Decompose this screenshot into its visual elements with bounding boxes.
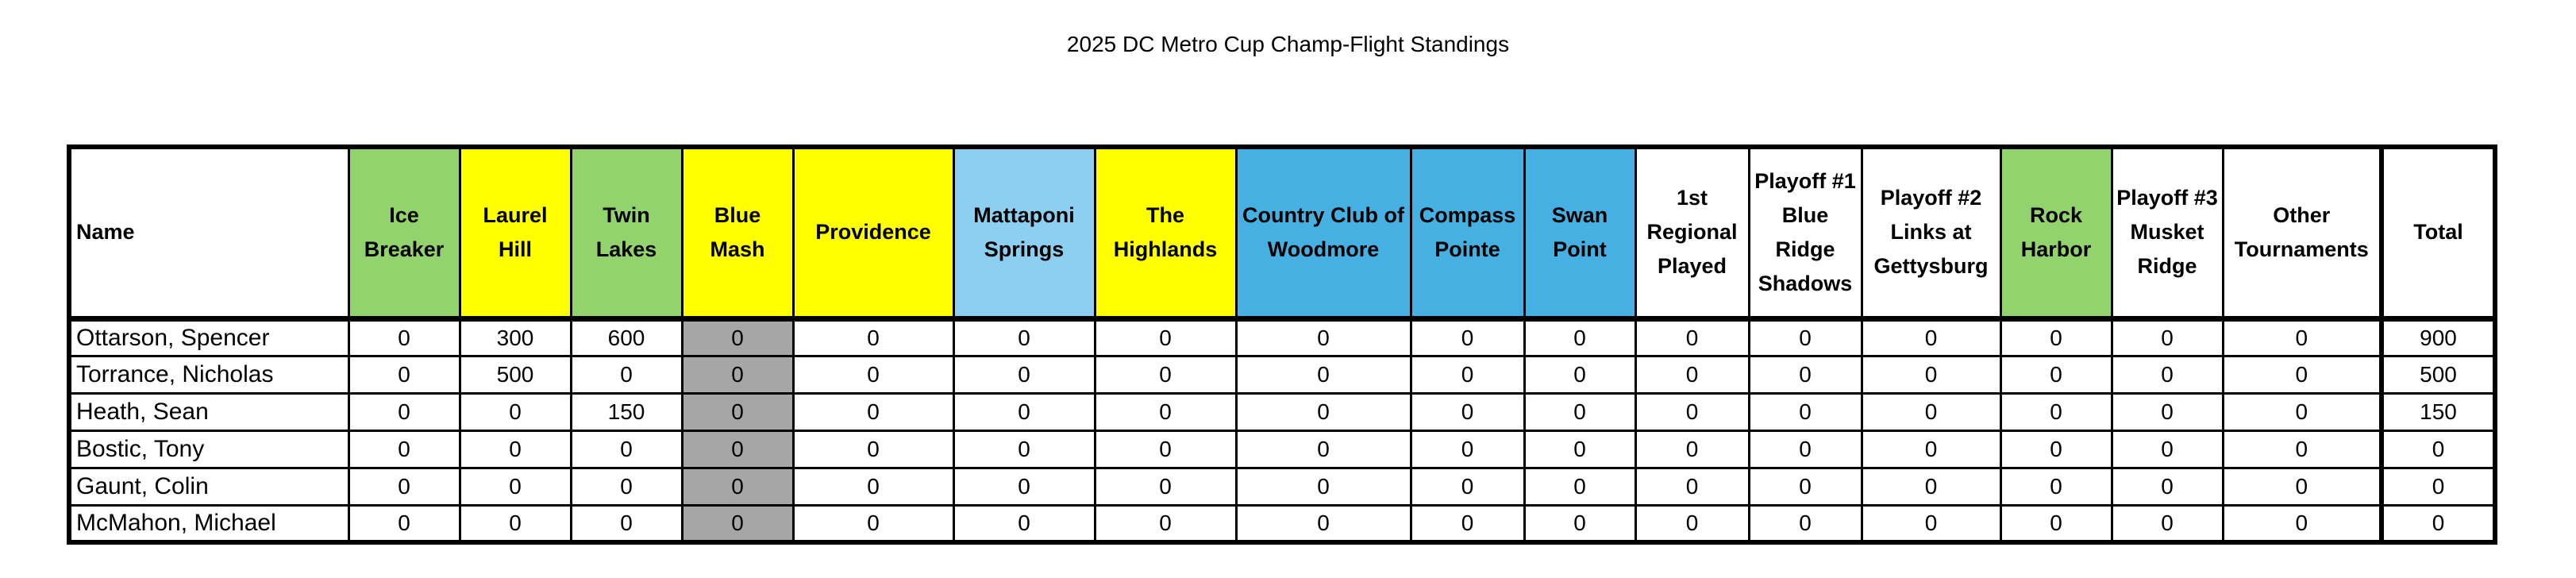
column-header-line: Providence bbox=[815, 220, 931, 245]
header-row bbox=[69, 147, 2495, 318]
score-cell: 0 bbox=[2000, 393, 2112, 430]
player-name-cell: Bostic, Tony bbox=[69, 430, 348, 468]
score-cell: 0 bbox=[1095, 356, 1236, 393]
column-header-line: Played bbox=[1657, 254, 1727, 279]
score-cell: 300 bbox=[460, 318, 571, 356]
score-cell: 0 bbox=[460, 393, 571, 430]
column-header-line: Gettysburg bbox=[1873, 254, 1989, 279]
score-cell: 0 bbox=[1635, 393, 1749, 430]
score-cell: 0 bbox=[460, 505, 571, 542]
column-header-line: Other bbox=[2273, 202, 2331, 227]
score-cell: 0 bbox=[571, 505, 682, 542]
table-row bbox=[69, 468, 2495, 505]
score-cell: 0 bbox=[793, 468, 953, 505]
score-cell: 0 bbox=[682, 393, 793, 430]
score-cell: 0 bbox=[682, 468, 793, 505]
column-header-line: Ice bbox=[389, 202, 419, 227]
score-cell: 0 bbox=[2000, 356, 2112, 393]
score-cell: 0 bbox=[1862, 505, 2000, 542]
score-cell: 0 bbox=[2000, 430, 2112, 468]
total-cell: 0 bbox=[2382, 505, 2495, 542]
column-header-line: Point bbox=[1553, 237, 1607, 261]
score-cell: 0 bbox=[793, 393, 953, 430]
score-cell: 0 bbox=[571, 468, 682, 505]
score-cell: 0 bbox=[348, 505, 460, 542]
total-cell: 150 bbox=[2382, 393, 2495, 430]
score-cell: 0 bbox=[1862, 430, 2000, 468]
table-row bbox=[69, 505, 2495, 542]
score-cell: 0 bbox=[1862, 468, 2000, 505]
standings-table bbox=[67, 144, 2497, 545]
score-cell: 0 bbox=[1095, 468, 1236, 505]
column-header-event bbox=[1635, 147, 1749, 318]
score-cell: 0 bbox=[2112, 356, 2223, 393]
score-cell: 0 bbox=[460, 430, 571, 468]
column-header-event bbox=[2112, 147, 2223, 318]
score-cell: 0 bbox=[953, 505, 1095, 542]
score-cell: 0 bbox=[1411, 468, 1524, 505]
player-name-cell: Torrance, Nicholas bbox=[69, 356, 348, 393]
score-cell: 0 bbox=[2112, 505, 2223, 542]
score-cell: 0 bbox=[1411, 505, 1524, 542]
column-header-line: Compass bbox=[1419, 202, 1516, 227]
table-row bbox=[69, 430, 2495, 468]
column-header-line: Blue Mash bbox=[710, 202, 765, 261]
column-header-event bbox=[953, 147, 1095, 318]
score-cell: 0 bbox=[1635, 468, 1749, 505]
score-cell: 0 bbox=[1749, 505, 1862, 542]
score-cell: 0 bbox=[1524, 468, 1635, 505]
score-cell: 0 bbox=[1524, 505, 1635, 542]
score-cell: 0 bbox=[793, 356, 953, 393]
score-cell: 0 bbox=[571, 356, 682, 393]
column-header-event bbox=[571, 147, 682, 318]
score-cell: 0 bbox=[1635, 505, 1749, 542]
score-cell: 0 bbox=[2223, 318, 2382, 356]
player-name-cell: Ottarson, Spencer bbox=[69, 318, 348, 356]
score-cell: 0 bbox=[2000, 505, 2112, 542]
column-header-event bbox=[2000, 147, 2112, 318]
score-cell: 0 bbox=[571, 430, 682, 468]
score-cell: 0 bbox=[1524, 318, 1635, 356]
score-cell: 600 bbox=[571, 318, 682, 356]
score-cell: 0 bbox=[2223, 468, 2382, 505]
score-cell: 0 bbox=[1862, 356, 2000, 393]
score-cell: 0 bbox=[2223, 430, 2382, 468]
score-cell: 0 bbox=[348, 430, 460, 468]
column-header-event bbox=[793, 147, 953, 318]
column-header-line: Woodmore bbox=[1267, 237, 1380, 261]
column-header-event bbox=[2223, 147, 2382, 318]
table-row bbox=[69, 393, 2495, 430]
score-cell: 0 bbox=[1095, 318, 1236, 356]
column-header-line: Swan bbox=[1551, 202, 1608, 227]
score-cell: 0 bbox=[1749, 393, 1862, 430]
score-cell: 0 bbox=[1635, 430, 1749, 468]
column-header-event bbox=[1524, 147, 1635, 318]
score-cell: 0 bbox=[2112, 318, 2223, 356]
total-cell: 500 bbox=[2382, 356, 2495, 393]
column-header-line: Shadows bbox=[1758, 271, 1853, 295]
column-header-name: Name bbox=[69, 147, 348, 318]
score-cell: 0 bbox=[1236, 468, 1411, 505]
total-cell: 0 bbox=[2382, 468, 2495, 505]
score-cell: 0 bbox=[460, 468, 571, 505]
player-name-cell: Gaunt, Colin bbox=[69, 468, 348, 505]
score-cell: 0 bbox=[1862, 393, 2000, 430]
column-header-line: Ridge bbox=[2137, 254, 2197, 279]
score-cell: 0 bbox=[348, 393, 460, 430]
score-cell: 0 bbox=[1749, 356, 1862, 393]
score-cell: 0 bbox=[348, 356, 460, 393]
score-cell: 0 bbox=[2223, 356, 2382, 393]
column-header-line: Lakes bbox=[595, 237, 657, 261]
column-header-line: Regional bbox=[1646, 220, 1738, 245]
score-cell: 0 bbox=[1749, 468, 1862, 505]
column-header-line: Playoff #1 bbox=[1754, 168, 1856, 193]
score-cell: 0 bbox=[2223, 505, 2382, 542]
column-header-line: Playoff #3 bbox=[2116, 186, 2218, 210]
score-cell: 0 bbox=[1524, 430, 1635, 468]
score-cell: 0 bbox=[953, 393, 1095, 430]
score-cell: 0 bbox=[1524, 393, 1635, 430]
column-header-event bbox=[460, 147, 571, 318]
column-header-line: Tournaments bbox=[2234, 237, 2369, 261]
score-cell: 0 bbox=[1862, 318, 2000, 356]
column-header-line: Highlands bbox=[1113, 237, 1218, 261]
column-header-line: Springs bbox=[984, 237, 1065, 261]
score-cell: 0 bbox=[1095, 430, 1236, 468]
score-cell: 0 bbox=[793, 318, 953, 356]
table-row bbox=[69, 318, 2495, 356]
score-cell: 0 bbox=[1095, 393, 1236, 430]
column-header-line: Twin bbox=[603, 202, 650, 227]
player-name-cell: McMahon, Michael bbox=[69, 505, 348, 542]
score-cell: 0 bbox=[2223, 393, 2382, 430]
score-cell: 0 bbox=[1411, 318, 1524, 356]
score-cell: 0 bbox=[1635, 356, 1749, 393]
total-cell: 0 bbox=[2382, 430, 2495, 468]
score-cell: 0 bbox=[1749, 430, 1862, 468]
score-cell: 0 bbox=[1236, 393, 1411, 430]
score-cell: 0 bbox=[1095, 505, 1236, 542]
column-header-line: The bbox=[1146, 202, 1184, 227]
score-cell: 0 bbox=[348, 318, 460, 356]
column-header-event bbox=[1862, 147, 2000, 318]
column-header-event bbox=[1236, 147, 1411, 318]
score-cell: 0 bbox=[1411, 356, 1524, 393]
player-name-cell: Heath, Sean bbox=[69, 393, 348, 430]
score-cell: 0 bbox=[953, 356, 1095, 393]
score-cell: 150 bbox=[571, 393, 682, 430]
score-cell: 0 bbox=[2000, 318, 2112, 356]
score-cell: 0 bbox=[1236, 430, 1411, 468]
column-header-line: Pointe bbox=[1434, 237, 1500, 261]
score-cell: 0 bbox=[2112, 468, 2223, 505]
score-cell: 0 bbox=[2112, 430, 2223, 468]
column-header-total: Total bbox=[2382, 147, 2495, 318]
column-header-line: Rock bbox=[2029, 202, 2083, 227]
column-header-event bbox=[682, 147, 793, 318]
column-header-line: Laurel Hill bbox=[483, 202, 548, 261]
table-row bbox=[69, 356, 2495, 393]
score-cell: 0 bbox=[1524, 356, 1635, 393]
column-header-event bbox=[1749, 147, 1862, 318]
total-cell: 900 bbox=[2382, 318, 2495, 356]
score-cell: 0 bbox=[682, 505, 793, 542]
table-body bbox=[69, 318, 2495, 542]
score-cell: 0 bbox=[1635, 318, 1749, 356]
column-header-line: 1st bbox=[1676, 186, 1708, 210]
column-header-event bbox=[348, 147, 460, 318]
score-cell: 0 bbox=[793, 505, 953, 542]
column-header-line: Musket bbox=[2130, 220, 2204, 245]
column-header-line: Harbor bbox=[2020, 237, 2092, 261]
column-header-line: Ridge bbox=[1775, 237, 1835, 261]
column-header-line: Country Club of bbox=[1242, 202, 1404, 227]
table-header bbox=[69, 147, 2495, 318]
score-cell: 0 bbox=[1411, 393, 1524, 430]
score-cell: 0 bbox=[682, 430, 793, 468]
score-cell: 0 bbox=[682, 356, 793, 393]
score-cell: 0 bbox=[1236, 318, 1411, 356]
column-header-line: Mattaponi bbox=[973, 202, 1075, 227]
page-title: 2025 DC Metro Cup Champ-Flight Standings bbox=[1066, 32, 1510, 56]
column-header-line: Blue bbox=[1781, 202, 1829, 227]
score-cell: 0 bbox=[2000, 468, 2112, 505]
column-header-event bbox=[1411, 147, 1524, 318]
column-header-line: Links at bbox=[1890, 220, 1972, 245]
score-cell: 0 bbox=[953, 430, 1095, 468]
score-cell: 0 bbox=[793, 430, 953, 468]
score-cell: 0 bbox=[2112, 393, 2223, 430]
score-cell: 0 bbox=[953, 468, 1095, 505]
column-header-line: Playoff #2 bbox=[1880, 186, 1982, 210]
score-cell: 0 bbox=[953, 318, 1095, 356]
score-cell: 0 bbox=[682, 318, 793, 356]
column-header-line: Breaker bbox=[364, 237, 445, 261]
score-cell: 0 bbox=[348, 468, 460, 505]
column-header-event bbox=[1095, 147, 1236, 318]
score-cell: 0 bbox=[1749, 318, 1862, 356]
score-cell: 500 bbox=[460, 356, 571, 393]
score-cell: 0 bbox=[1411, 430, 1524, 468]
score-cell: 0 bbox=[1236, 356, 1411, 393]
score-cell: 0 bbox=[1236, 505, 1411, 542]
